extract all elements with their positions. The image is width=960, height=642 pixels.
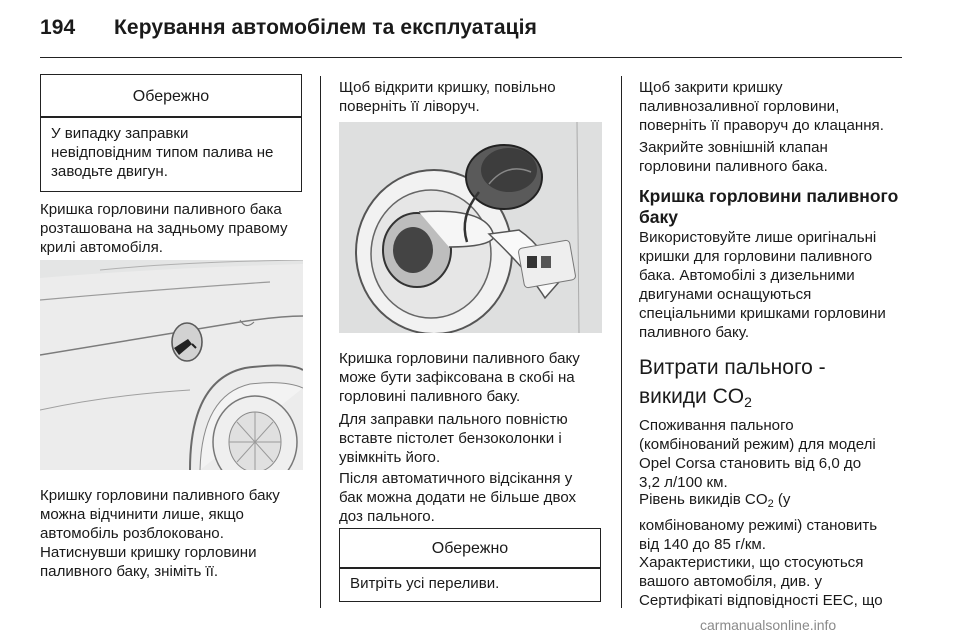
warning-body — [51, 124, 293, 181]
text-line: (комбінований режим) для моделі — [639, 436, 876, 453]
heading-subscript: 2 — [744, 394, 752, 410]
text-line: Щоб закрити кришку — [639, 79, 783, 96]
heading-line — [639, 383, 826, 416]
paragraph — [639, 138, 828, 176]
page-header — [40, 16, 537, 40]
column-divider-1 — [320, 76, 321, 608]
fuel-cap-illustration — [339, 122, 602, 333]
fuel-cap-svg — [339, 122, 602, 333]
warning-box-2 — [339, 528, 601, 602]
text-line: двигунами оснащуються — [639, 286, 812, 303]
text-line: Після автоматичного відсікання у — [339, 470, 573, 487]
warning-divider — [41, 116, 301, 118]
text-line: паливного баку. — [639, 324, 750, 341]
paragraph — [339, 469, 576, 526]
text-line: бак можна додати не більше двох — [339, 489, 577, 506]
text-line — [639, 490, 877, 514]
text-line: Щоб відкрити кришку, повільно — [339, 79, 556, 96]
paragraph — [639, 78, 884, 135]
warning-box-1 — [40, 74, 302, 192]
text-span: (у — [773, 491, 791, 508]
paragraph — [40, 486, 280, 581]
subheading-line: Кришка горловини паливного — [639, 186, 899, 206]
paragraph — [40, 200, 288, 257]
subscript: 2 — [767, 498, 774, 510]
text-line: вашого автомобіля, див. у — [639, 573, 823, 590]
car-illustration-svg — [40, 260, 303, 470]
text-line: розташована на задньому правому — [40, 220, 288, 237]
text-line: Використовуйте лише оригінальні — [639, 229, 877, 246]
section-subheading — [639, 186, 898, 228]
text-line: поверніть її праворуч до клацання. — [639, 117, 884, 134]
text-line: бака. Автомобілі з дизельними — [639, 267, 855, 284]
text-line: Натиснувши кришку горловини — [40, 544, 257, 561]
paragraph — [339, 349, 580, 406]
text-line: комбінованому режимі) становить — [639, 517, 878, 534]
paragraph — [639, 490, 877, 554]
text-line: Для заправки пального повністю — [339, 411, 568, 428]
watermark: carmanualsonline.info — [700, 617, 837, 633]
text-line: Кришка горловини паливного баку — [339, 350, 580, 367]
text-line: можна відчинити лише, якщо — [40, 506, 244, 523]
heading-line: Витрати пального - — [639, 356, 826, 379]
chapter-title: Керування автомобілем та експлуатація — [114, 16, 537, 39]
paragraph — [339, 78, 556, 116]
warning-title: Обережно — [132, 88, 210, 105]
text-line: Кришку горловини паливного баку — [40, 487, 280, 504]
warning-title: Обережно — [431, 540, 509, 557]
text-line: може бути зафіксована в скобі на — [339, 369, 575, 386]
text-line: Opel Corsa становить від 6,0 до — [639, 455, 862, 472]
text-line: горловини паливного бака. — [639, 158, 828, 175]
text-line: від 140 до 85 г/км. — [639, 536, 766, 553]
heading-text: викиди CO — [639, 385, 745, 408]
text-line: поверніть її ліворуч. — [339, 98, 480, 115]
header-rule — [40, 57, 902, 58]
text-line: паливнозаливної горловини, — [639, 98, 840, 115]
text-line: Характеристики, що стосуються — [639, 554, 864, 571]
section-heading — [639, 354, 826, 416]
text-line: увімкніть його. — [339, 449, 441, 466]
warning-line: невідповідним типом палива не — [51, 144, 274, 161]
paragraph — [639, 228, 886, 342]
subheading-line: баку — [639, 207, 679, 227]
page-number: 194 — [40, 16, 76, 39]
text-line: Кришка горловини паливного бака — [40, 201, 282, 218]
warning-line: У випадку заправки — [51, 125, 189, 142]
warning-body: Витріть усі переливи. — [350, 575, 500, 592]
text-line: Закрийте зовнішній клапан — [639, 139, 828, 156]
text-line: крилі автомобіля. — [40, 239, 163, 256]
paragraph — [339, 410, 568, 467]
text-line: кришки для горловини паливного — [639, 248, 873, 265]
text-line: доз пального. — [339, 508, 435, 525]
text-line: спеціальними кришками горловини — [639, 305, 886, 322]
warning-line: заводьте двигун. — [51, 163, 168, 180]
text-line: Сертифікаті відповідності ЕЕС, що — [639, 592, 883, 609]
text-line: автомобіль розблоковано. — [40, 525, 224, 542]
text-line: горловині паливного баку. — [339, 388, 521, 405]
text-line: 3,2 л/100 км. — [639, 474, 728, 491]
paragraph — [639, 553, 883, 610]
text-line: вставте пістолет бензоколонки і — [339, 430, 562, 447]
text-span: Рівень викидів CO — [639, 491, 768, 508]
paragraph — [639, 416, 876, 492]
column-divider-2 — [621, 76, 622, 608]
text-line: Споживання пального — [639, 417, 794, 434]
text-line: паливного баку, зніміть її. — [40, 563, 219, 580]
warning-divider — [340, 567, 600, 569]
car-rear-fender-illustration — [40, 260, 303, 470]
